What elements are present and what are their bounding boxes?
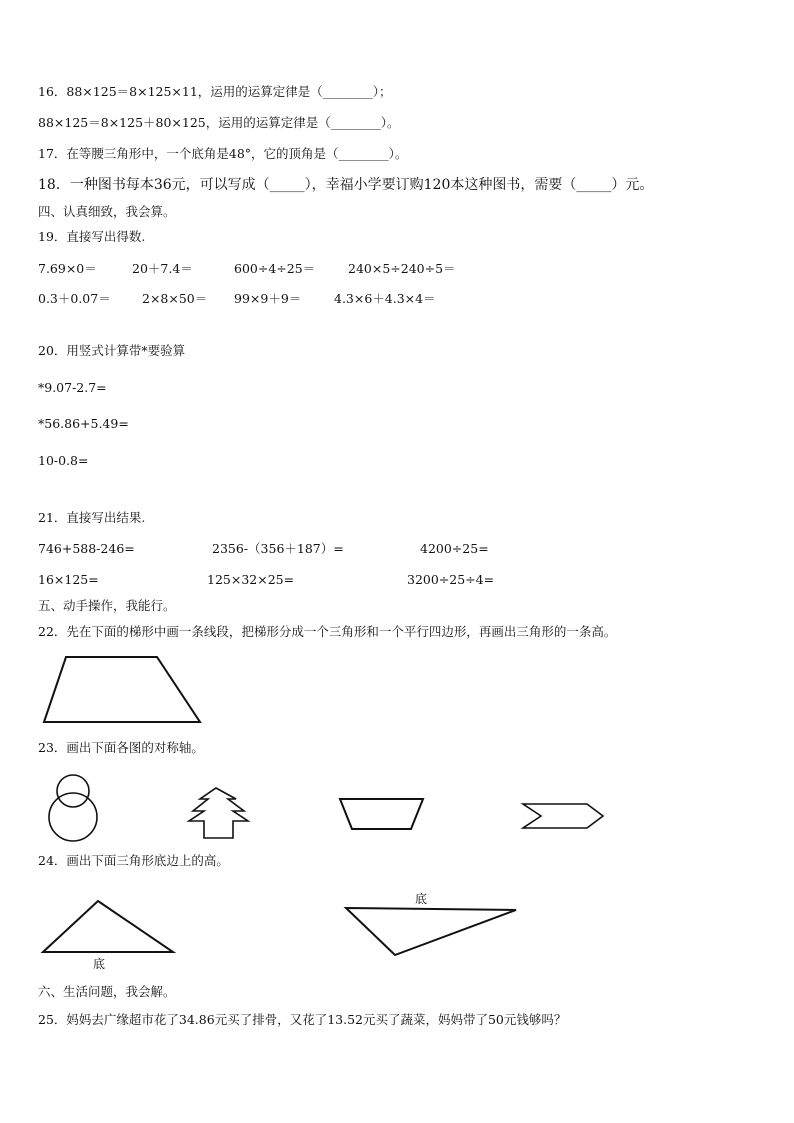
q19-item: 2×8×50＝ bbox=[142, 291, 208, 306]
q21-item: 4200÷25= bbox=[420, 541, 489, 556]
q21-item: 125×32×25= bbox=[207, 572, 295, 587]
q20-item: *56.86+5.49= bbox=[38, 416, 129, 431]
q21-title: 21．直接写出结果. bbox=[38, 510, 146, 525]
q21-item: 16×125= bbox=[38, 572, 99, 587]
q21-item: 746+588-246= bbox=[38, 541, 135, 556]
q23-text: 23．画出下面各图的对称轴。 bbox=[38, 740, 204, 755]
q19-item: 600÷4÷25＝ bbox=[234, 261, 316, 276]
q21-item: 2356-（356＋187）= bbox=[212, 541, 344, 556]
q19-item: 0.3＋0.07＝ bbox=[38, 291, 111, 306]
q19-item: 4.3×6＋4.3×4＝ bbox=[334, 291, 436, 306]
q21-item: 3200÷25÷4= bbox=[407, 572, 495, 587]
q25-text: 25．妈妈去广缘超市花了34.86元买了排骨，又花了13.52元买了蔬菜，妈妈带了50元钱够吗？ bbox=[38, 1012, 567, 1027]
q19-item: 20＋7.4＝ bbox=[132, 261, 193, 276]
triangle-right-figure[interactable] bbox=[346, 908, 516, 955]
q24-base-label-right: 底 bbox=[415, 892, 428, 906]
section6-heading: 六、生活问题，我会解。 bbox=[38, 984, 176, 999]
q19-item: 7.69×0＝ bbox=[38, 261, 97, 276]
q20-item: *9.07-2.7= bbox=[38, 380, 107, 395]
q20-item: 10-0.8= bbox=[38, 453, 89, 468]
q18-text: 18．一种图书每本36元，可以写成（_____），幸福小学要订购120本这种图书，需要（_____）元。 bbox=[38, 177, 654, 193]
q16-line2: 88×125＝8×125＋80×125，运用的运算定律是（________）。 bbox=[38, 115, 400, 130]
section4-heading: 四、认真细致，我会算。 bbox=[38, 204, 176, 219]
q19-item: 240×5÷240÷5＝ bbox=[348, 261, 456, 276]
q19-title: 19．直接写出得数. bbox=[38, 229, 146, 244]
q22-text: 22．先在下面的梯形中画一条线段，把梯形分成一个三角形和一个平行四边形，再画出三角形的一条高。 bbox=[38, 624, 617, 639]
tree-shape[interactable] bbox=[189, 788, 248, 838]
section5-heading: 五、动手操作，我能行。 bbox=[38, 598, 176, 613]
trapezoid-figure[interactable] bbox=[44, 657, 200, 722]
isosceles-trapezoid-shape[interactable] bbox=[340, 799, 423, 829]
q16-line1: 16．88×125＝8×125×11，运用的运算定律是（________）； bbox=[38, 84, 392, 99]
triangle-left-figure[interactable] bbox=[43, 901, 173, 952]
q24-text: 24．画出下面三角形底边上的高。 bbox=[38, 853, 229, 868]
q20-title: 20．用竖式计算带*要验算 bbox=[38, 343, 186, 358]
q24-base-label-left: 底 bbox=[93, 957, 106, 971]
q17-text: 17．在等腰三角形中，一个底角是48°，它的顶角是（________）。 bbox=[38, 146, 408, 161]
q19-item: 99×9＋9＝ bbox=[234, 291, 302, 306]
chevron-arrow-shape[interactable] bbox=[523, 804, 603, 828]
figure-eight-shape[interactable] bbox=[49, 775, 97, 841]
